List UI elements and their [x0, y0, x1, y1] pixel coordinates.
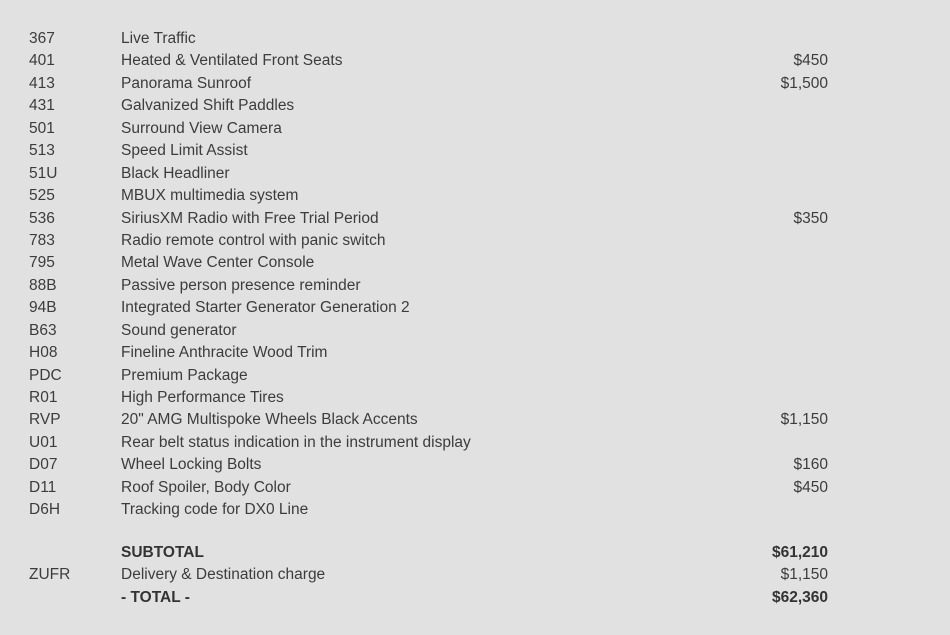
option-row	[0, 297, 950, 319]
option-description: Speed Limit Assist	[121, 142, 248, 160]
option-code: 513	[29, 142, 55, 160]
option-description: Live Traffic	[121, 30, 196, 47]
option-row	[0, 365, 950, 387]
option-price: $160	[793, 456, 828, 474]
option-row	[0, 95, 950, 117]
option-row	[0, 50, 950, 72]
option-row	[0, 185, 950, 207]
option-code: D11	[29, 478, 57, 496]
option-row	[0, 275, 950, 297]
option-description: Black Headliner	[121, 164, 230, 182]
option-row	[0, 342, 950, 364]
delivery-row	[0, 564, 950, 586]
delivery-label: Delivery & Destination charge	[121, 566, 326, 584]
option-price: $450	[793, 478, 828, 496]
total-row	[0, 587, 950, 609]
option-description: Panorama Sunroof	[121, 74, 252, 92]
option-code: 401	[29, 52, 55, 70]
option-row	[0, 140, 950, 162]
option-description: Radio remote control with panic switch	[121, 231, 386, 249]
options-list	[0, 28, 950, 609]
option-row	[0, 208, 950, 230]
option-description: Rear belt status indication in the instrument display	[121, 433, 471, 451]
totals-spacer	[0, 522, 950, 542]
option-code: 413	[29, 74, 55, 92]
option-description: SiriusXM Radio with Free Trial Period	[121, 209, 379, 227]
subtotal-value: $61,210	[771, 543, 828, 561]
option-row	[0, 477, 950, 499]
option-description: MBUX multimedia system	[121, 187, 299, 205]
option-price: $1,150	[780, 411, 828, 429]
option-code: 536	[29, 209, 55, 227]
option-code: 783	[29, 231, 55, 249]
option-row	[0, 252, 950, 274]
option-code: R01	[29, 389, 58, 406]
option-code: PDC	[29, 366, 62, 384]
option-code: 51U	[29, 164, 58, 182]
option-price: $350	[793, 209, 828, 227]
option-description: 20" AMG Multispoke Wheels Black Accents	[121, 411, 418, 429]
option-description: Tracking code for DX0 Line	[121, 501, 309, 519]
option-code: D6H	[29, 501, 61, 519]
delivery-value: $1,150	[780, 566, 828, 584]
option-price: $1,500	[780, 74, 828, 92]
option-description: Surround View Camera	[121, 119, 282, 137]
option-description: Passive person presence reminder	[121, 276, 361, 294]
option-row	[0, 387, 950, 409]
option-code: H08	[29, 344, 58, 362]
option-description: Sound generator	[121, 321, 237, 339]
option-code: 367	[29, 30, 55, 47]
option-code: D07	[29, 456, 58, 474]
option-code: B63	[29, 321, 57, 339]
option-code: 501	[29, 119, 55, 137]
option-description: Heated & Ventilated Front Seats	[121, 52, 343, 70]
subtotal-row	[0, 542, 950, 564]
option-row	[0, 73, 950, 95]
option-row	[0, 432, 950, 454]
option-code: 795	[29, 254, 55, 272]
option-code: 88B	[29, 276, 57, 294]
option-row	[0, 118, 950, 140]
option-code: 431	[29, 97, 55, 115]
option-row	[0, 454, 950, 476]
option-row	[0, 320, 950, 342]
option-code: 525	[29, 187, 55, 205]
option-code: RVP	[29, 411, 61, 429]
delivery-code: ZUFR	[29, 566, 71, 584]
option-row	[0, 409, 950, 431]
option-description: High Performance Tires	[121, 389, 284, 406]
option-description: Roof Spoiler, Body Color	[121, 478, 291, 496]
option-description: Metal Wave Center Console	[121, 254, 315, 272]
option-description: Fineline Anthracite Wood Trim	[121, 344, 328, 362]
subtotal-label: SUBTOTAL	[121, 543, 204, 561]
option-description: Integrated Starter Generator Generation 2	[121, 299, 410, 317]
option-row	[0, 499, 950, 521]
total-label: - TOTAL -	[121, 588, 190, 606]
option-row	[0, 28, 950, 50]
option-code: U01	[29, 433, 58, 451]
option-code: 94B	[29, 299, 57, 317]
option-row	[0, 230, 950, 252]
option-description: Wheel Locking Bolts	[121, 456, 262, 474]
option-price: $450	[793, 52, 828, 70]
option-row	[0, 163, 950, 185]
total-value: $62,360	[771, 588, 828, 606]
option-description: Premium Package	[121, 366, 248, 384]
option-description: Galvanized Shift Paddles	[121, 97, 295, 115]
